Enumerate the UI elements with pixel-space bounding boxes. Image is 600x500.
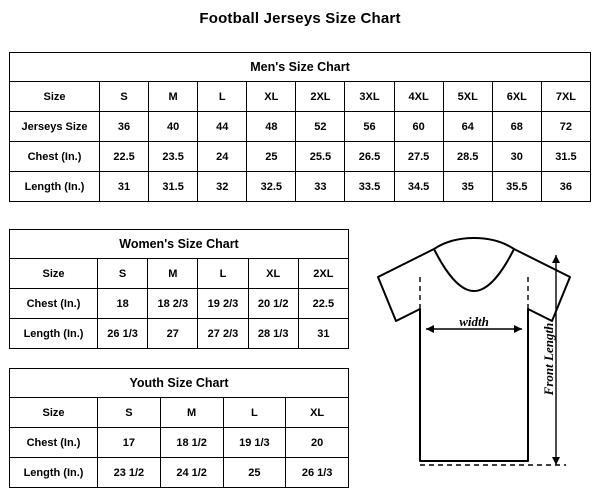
cell: 2XL xyxy=(296,82,345,112)
cell: 32 xyxy=(198,172,247,202)
cell: 31 xyxy=(298,319,348,349)
cell: 18 2/3 xyxy=(148,289,198,319)
cell: S xyxy=(100,82,149,112)
womens-size-chart xyxy=(9,229,349,349)
cell: 28 1/3 xyxy=(248,319,298,349)
table-row xyxy=(10,458,349,488)
youth-caption: Youth Size Chart xyxy=(10,369,349,398)
table-row xyxy=(10,428,349,458)
cell: 32.5 xyxy=(247,172,296,202)
table-row xyxy=(10,398,349,428)
cell: 22.5 xyxy=(100,142,149,172)
cell: 28.5 xyxy=(443,142,492,172)
cell: 25.5 xyxy=(296,142,345,172)
cell: S xyxy=(98,398,161,428)
cell: 40 xyxy=(149,112,198,142)
table-caption-row xyxy=(10,53,591,82)
cell: 64 xyxy=(443,112,492,142)
length-arrow-head-top xyxy=(552,255,560,263)
cell: 7XL xyxy=(541,82,590,112)
jersey-illustration-icon xyxy=(356,229,592,491)
row-label: Size xyxy=(10,259,98,289)
cell: 6XL xyxy=(492,82,541,112)
table-row xyxy=(10,289,349,319)
row-label: Length (In.) xyxy=(10,458,98,488)
cell: 24 1/2 xyxy=(160,458,223,488)
mens-caption: Men's Size Chart xyxy=(10,53,591,82)
cell: 23.5 xyxy=(149,142,198,172)
cell: 60 xyxy=(394,112,443,142)
cell: XL xyxy=(247,82,296,112)
cell: 48 xyxy=(247,112,296,142)
size-chart-page xyxy=(0,10,600,500)
row-label: Length (In.) xyxy=(10,319,98,349)
cell: M xyxy=(149,82,198,112)
table-row xyxy=(10,112,591,142)
cell: 19 1/3 xyxy=(223,428,286,458)
mens-size-chart xyxy=(9,52,591,202)
cell: L xyxy=(198,82,247,112)
cell: 26 1/3 xyxy=(98,319,148,349)
cell: 23 1/2 xyxy=(98,458,161,488)
cell: 31.5 xyxy=(149,172,198,202)
cell: 30 xyxy=(492,142,541,172)
cell: 35 xyxy=(443,172,492,202)
cell: 19 2/3 xyxy=(198,289,248,319)
cell: M xyxy=(160,398,223,428)
row-label: Chest (In.) xyxy=(10,289,98,319)
cell: 20 1/2 xyxy=(248,289,298,319)
jersey-measurement-diagram xyxy=(356,229,592,491)
table-caption-row xyxy=(10,369,349,398)
cell: 20 xyxy=(286,428,349,458)
cell: 44 xyxy=(198,112,247,142)
cell: 68 xyxy=(492,112,541,142)
row-label: Size xyxy=(10,398,98,428)
row-label: Chest (In.) xyxy=(10,428,98,458)
cell: 52 xyxy=(296,112,345,142)
cell: L xyxy=(223,398,286,428)
cell: 26.5 xyxy=(345,142,394,172)
cell: 2XL xyxy=(298,259,348,289)
cell: 26 1/3 xyxy=(286,458,349,488)
cell: 27 xyxy=(148,319,198,349)
page-title: Football Jerseys Size Chart xyxy=(199,10,401,27)
cell: 72 xyxy=(541,112,590,142)
table-row xyxy=(10,319,349,349)
cell: 27.5 xyxy=(394,142,443,172)
cell: 36 xyxy=(100,112,149,142)
row-label: Size xyxy=(10,82,100,112)
cell: 36 xyxy=(541,172,590,202)
row-label: Jerseys Size xyxy=(10,112,100,142)
cell: 33 xyxy=(296,172,345,202)
front-length-label: Front Length xyxy=(541,322,556,396)
cell: 3XL xyxy=(345,82,394,112)
table-row xyxy=(10,172,591,202)
cell: 24 xyxy=(198,142,247,172)
table-row xyxy=(10,82,591,112)
cell: 25 xyxy=(223,458,286,488)
cell: 18 1/2 xyxy=(160,428,223,458)
cell: 35.5 xyxy=(492,172,541,202)
cell: 34.5 xyxy=(394,172,443,202)
womens-caption: Women's Size Chart xyxy=(10,230,349,259)
table-row xyxy=(10,142,591,172)
cell: 4XL xyxy=(394,82,443,112)
cell: S xyxy=(98,259,148,289)
width-label: width xyxy=(459,314,489,329)
cell: 33.5 xyxy=(345,172,394,202)
cell: 17 xyxy=(98,428,161,458)
cell: XL xyxy=(248,259,298,289)
cell: 31 xyxy=(100,172,149,202)
cell: 22.5 xyxy=(298,289,348,319)
cell: 5XL xyxy=(443,82,492,112)
cell: 31.5 xyxy=(541,142,590,172)
cell: 56 xyxy=(345,112,394,142)
cell: 18 xyxy=(98,289,148,319)
row-label: Length (In.) xyxy=(10,172,100,202)
mens-table xyxy=(9,52,591,202)
youth-table xyxy=(9,368,349,488)
length-arrow-head-bottom xyxy=(552,457,560,465)
youth-size-chart xyxy=(9,368,349,488)
cell: L xyxy=(198,259,248,289)
table-row xyxy=(10,259,349,289)
cell: XL xyxy=(286,398,349,428)
cell: 27 2/3 xyxy=(198,319,248,349)
row-label: Chest (In.) xyxy=(10,142,100,172)
womens-table xyxy=(9,229,349,349)
cell: 25 xyxy=(247,142,296,172)
cell: M xyxy=(148,259,198,289)
table-caption-row xyxy=(10,230,349,259)
